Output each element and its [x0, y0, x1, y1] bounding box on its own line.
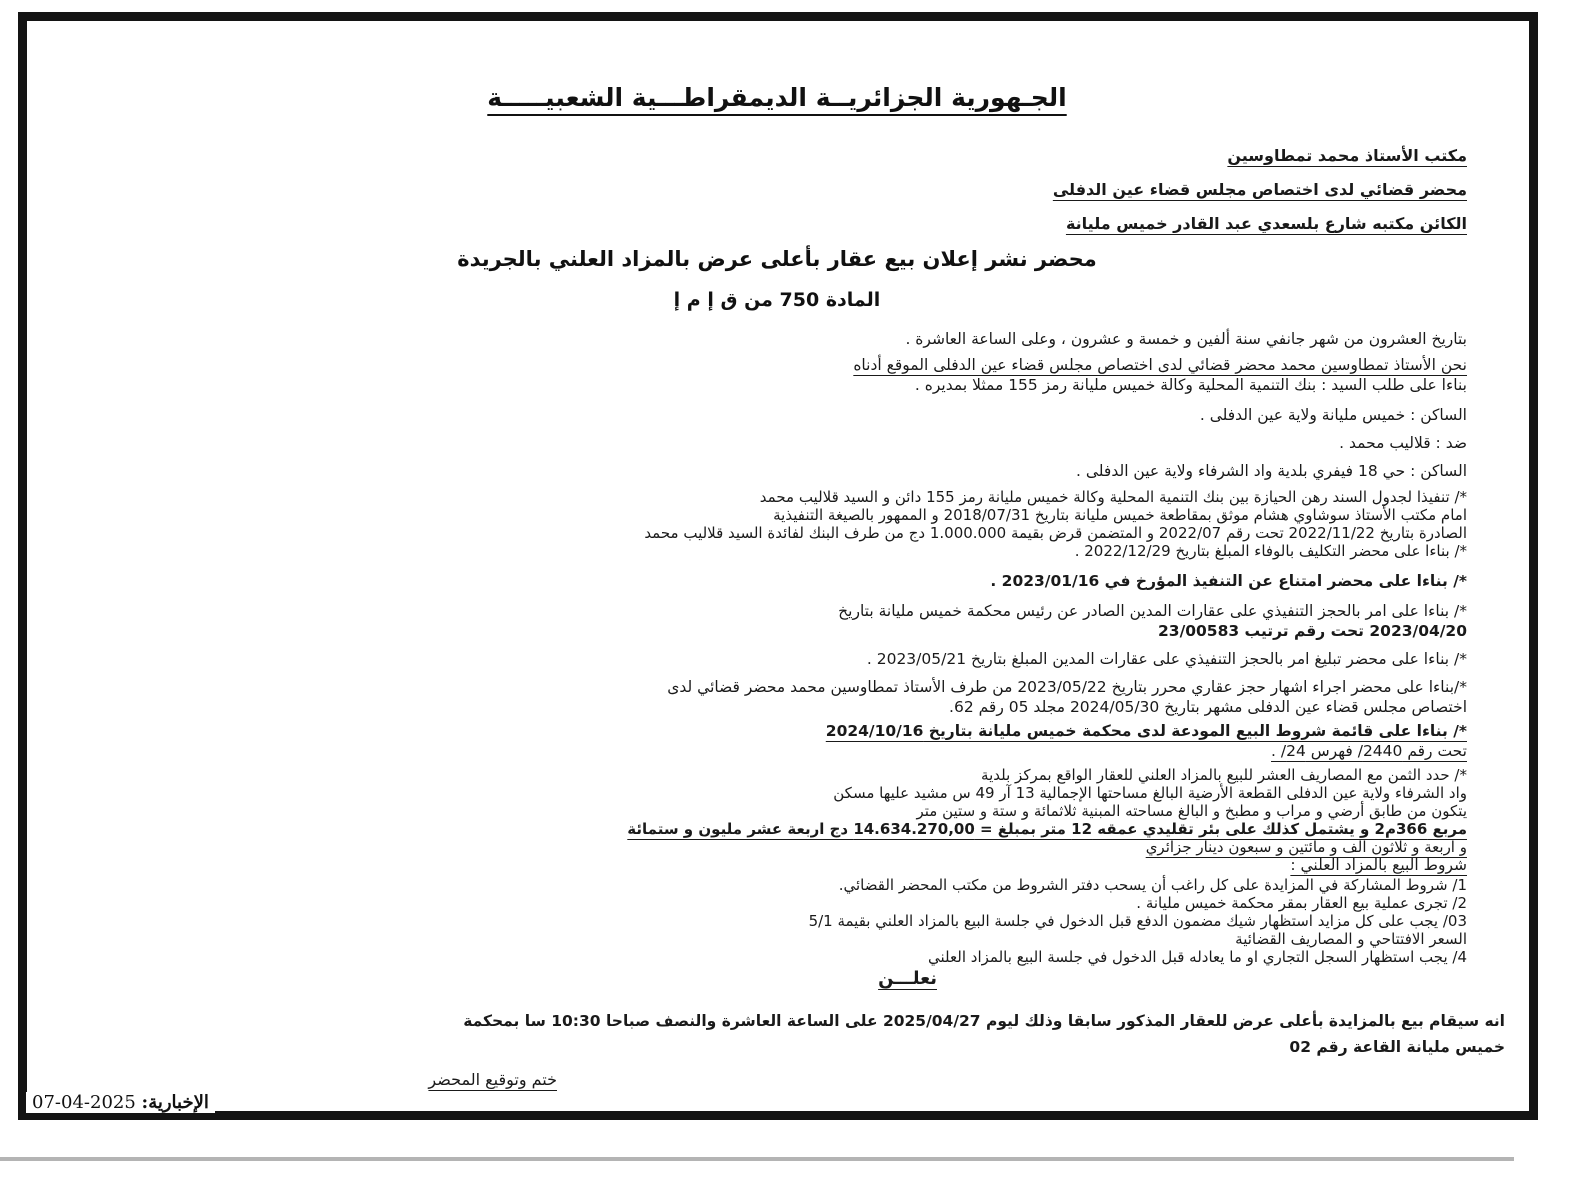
- paragraph-line: 2023/04/20 تحت رقم ترتيب 23/00583: [1158, 622, 1467, 640]
- office-line-1: مكتب الأستاذ محمد تمطاوسين: [1227, 146, 1467, 165]
- officer-line: نحن الأستاذ تمطاوسين محمد محضر قضائي لدى اختصاص مجلس قضاء عين الدفلى الموقع أدناه: [853, 356, 1467, 374]
- paragraph-line: */ بناءا على محضر التكليف بالوفاء المبلغ بتاريخ 2022/12/29 .: [1074, 542, 1467, 560]
- paragraph-line: الصادرة بتاريخ 2022/11/22 تحت رقم 2022/07 و المتضمن قرض بقيمة 1.000.000 دج من طرف البنك لفائدة السيد قلاليب محمد: [644, 524, 1467, 542]
- paragraph-refusal: */ بناءا على محضر امتناع عن التنفيذ المؤرخ في 2023/01/16 .: [990, 572, 1467, 590]
- announcement-line: خميس مليانة القاعة رقم 02: [1289, 1038, 1505, 1056]
- announcement-line: انه سيقام بيع بالمزايدة بأعلى عرض للعقار المذكور سابقا وذلك ليوم 2025/04/27 على الساعة العاشرة والنصف صباحا 10:30 سا بمحكمة: [463, 1012, 1505, 1030]
- paragraph-line: تحت رقم 2440/ فهرس 24/ .: [1271, 742, 1467, 760]
- conditions-title: شروط البيع بالمزاد العلني :: [1290, 856, 1467, 874]
- paragraph-line: يتكون من طابق أرضي و مراب و مطبخ و البالغ مساحته المبنية ثلاثمائة و ستة و ستين متر: [916, 802, 1467, 820]
- announce-heading: نعلـــن: [878, 968, 937, 989]
- office-line-3: الكائن مكتبه شارع بلسعدي عبد القادر خميس مليانة: [1065, 214, 1467, 233]
- request-line: بناءا على طلب السيد : بنك التنمية المحلية وكالة خميس مليانة رمز 155 ممثلا بمديره .: [914, 376, 1467, 394]
- paragraph-line: امام مكتب الأستاذ سوشاوي هشام موثق بمقاطعة خميس مليانة بتاريخ 2018/07/31 و الممهور بالصيغة التنفيذية: [773, 506, 1467, 524]
- residing-line: الساكن : خميس مليانة ولاية عين الدفلى .: [1199, 406, 1467, 424]
- article-reference: المادة 750 من ق إ م إ: [673, 289, 881, 311]
- paragraph-line: */ بناءا على قائمة شروط البيع المودعة لدى محكمة خميس مليانة بتاريخ 2024/10/16: [825, 722, 1467, 740]
- against-address-line: الساكن : حي 18 فيفري بلدية واد الشرفاء ولاية عين الدفلى .: [1076, 462, 1467, 480]
- list-item: السعر الافتتاحي و المصاريف القضائية: [1235, 930, 1467, 948]
- intro-line: بتاريخ العشرون من شهر جانفي سنة ألفين و خمسة و عشرون ، وعلى الساعة العاشرة .: [905, 330, 1467, 348]
- list-item: 2/ تجرى عملية بيع العقار بمقر محكمة خميس مليانة .: [1136, 894, 1467, 912]
- notice-document: [57, 51, 1505, 1101]
- publication-date: 2025-04-07: [32, 1092, 136, 1113]
- newspaper-name: الإخبارية:: [141, 1092, 209, 1113]
- signature-line: ختم وتوقيع المحضر: [428, 1070, 557, 1089]
- paragraph-line: */ تنفيذا لجدول السند رهن الحيازة بين بنك التنمية المحلية وكالة خميس مليانة رمز 155 دائن و السيد قلاليب محمد: [759, 488, 1467, 506]
- list-item: 4/ يجب استظهار السجل التجاري او ما يعادله قبل الدخول في جلسة البيع بالمزاد العلني: [928, 948, 1467, 966]
- paragraph-line: */ بناءا على امر بالحجز التنفيذي على عقارات المدين الصادر عن رئيس محكمة خميس مليانة بتاريخ: [838, 602, 1467, 620]
- paragraph-line: واد الشرفاء ولاية عين الدفلى القطعة الأرضية البالغ مساحتها الإجمالية 13 آر 49 س مشيد عليها مسكن: [833, 784, 1467, 802]
- footer-source-label: [26, 1092, 215, 1113]
- list-item: 1/ شروط المشاركة في المزايدة على كل راغب أن يسحب دفتر الشروط من مكتب المحضر القضائي.: [838, 876, 1467, 894]
- list-item: 03/ يجب على كل مزايد استظهار شيك مضمون الدفع قبل الدخول في جلسة البيع بالمزاد العلني بقيمة 5/1: [808, 912, 1467, 930]
- notice-heading: محضر نشر إعلان بيع عقار بأعلى عرض بالمزاد العلني بالجريدة: [457, 247, 1097, 271]
- paragraph-seizure-notice: */ بناءا على محضر تبليغ امر بالحجز التنفيذي على عقارات المدين المبلغ بتاريخ 2023/05/21 .: [866, 650, 1467, 668]
- paragraph-line: */ حدد الثمن مع المصاريف العشر للبيع بالمزاد العلني للعقار الواقع بمركز بلدية: [981, 766, 1467, 784]
- paragraph-line: اختصاص مجلس قضاء عين الدفلى مشهر بتاريخ 2024/05/30 مجلد 05 رقم 62.: [949, 698, 1467, 716]
- document-frame: [18, 12, 1538, 1120]
- against-line: ضد : قلاليب محمد .: [1339, 434, 1467, 452]
- paragraph-line: */بناءا على محضر اجراء اشهار حجز عقاري محرر بتاريخ 2023/05/22 من طرف الأستاذ تمطاوسين محمد محضر قضائي لدى: [667, 678, 1467, 696]
- republic-title: الجـهورية الجزائريــة الديمقراطـــية الشعبيـــــة: [487, 83, 1067, 112]
- paragraph-line: و اربعة و ثلاثون الف و مائتين و سبعون دينار جزائري: [1145, 838, 1467, 856]
- office-line-2: محضر قضائي لدى اختصاص مجلس قضاء عين الدفلى: [1052, 180, 1467, 199]
- bottom-divider: [0, 1157, 1514, 1161]
- paragraph-line: مربع 366م2 و يشتمل كذلك على بئر تقليدي عمقه 12 متر بمبلغ = 14.634.270,00 دج اربعة عشر مليون و ستمائة: [627, 820, 1467, 838]
